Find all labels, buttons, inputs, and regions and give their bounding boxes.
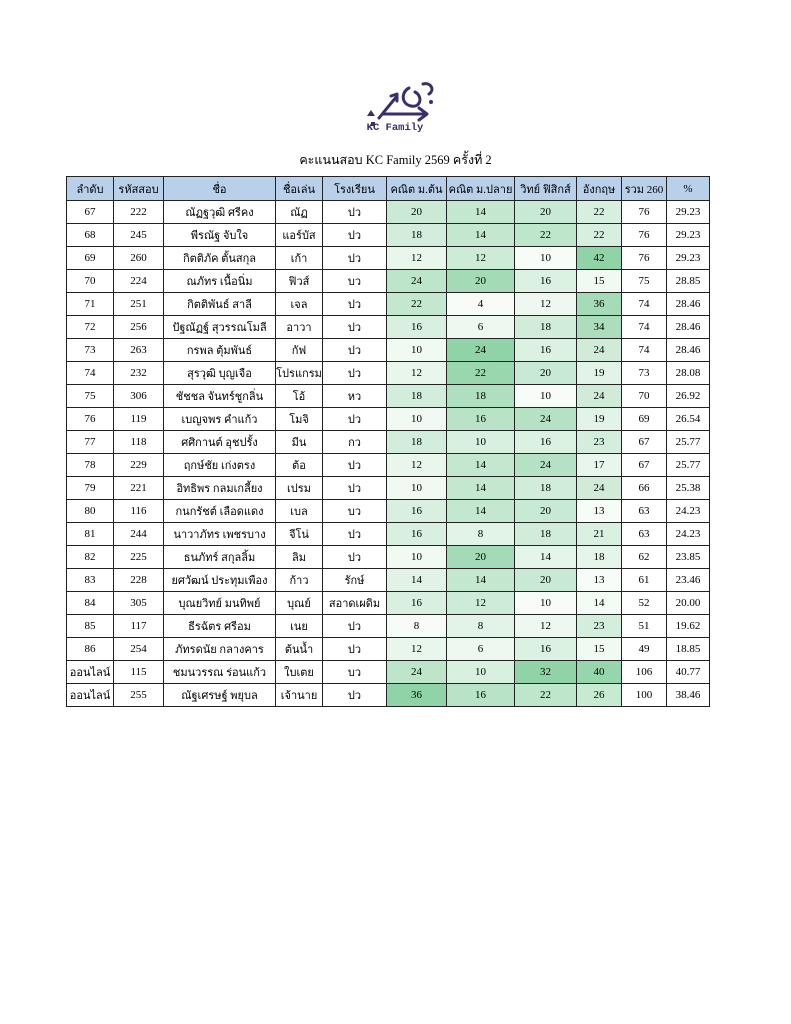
table-cell: ปว: [323, 247, 387, 270]
table-cell: กนกรัชต์ เลือดแดง: [164, 500, 276, 523]
table-cell: 117: [114, 615, 164, 638]
column-header: อังกฤษ: [577, 177, 622, 201]
table-row: [67, 431, 710, 454]
table-cell: ชมนวรรณ ร่อนแก้ว: [164, 661, 276, 684]
table-row: [67, 546, 710, 569]
column-header: วิทย์ ฟิสิกส์: [515, 177, 577, 201]
table-cell: กรพล ตุ้มพันธ์: [164, 339, 276, 362]
table-cell: ต้นน้ำ: [276, 638, 323, 661]
table-cell: ยศวัฒน์ ประทุมเพือง: [164, 569, 276, 592]
table-cell: สอาดเผดิม: [323, 592, 387, 615]
table-row: [67, 592, 710, 615]
table-row: [67, 293, 710, 316]
table-cell: 10: [387, 477, 447, 500]
table-header-row: [67, 177, 710, 201]
table-cell: 75: [622, 270, 667, 293]
table-cell: ปัฐณัฏฐ์ สุวรรณโมลี: [164, 316, 276, 339]
table-cell: 24.23: [667, 523, 710, 546]
table-cell: 18: [387, 224, 447, 247]
table-cell: 100: [622, 684, 667, 707]
table-cell: 40: [577, 661, 622, 684]
table-cell: 16: [515, 431, 577, 454]
table-cell: เก้า: [276, 247, 323, 270]
table-cell: รักษ์: [323, 569, 387, 592]
table-cell: 19: [577, 362, 622, 385]
column-header: คณิต ม.ต้น: [387, 177, 447, 201]
table-cell: 24: [515, 408, 577, 431]
table-cell: 244: [114, 523, 164, 546]
table-cell: 28.46: [667, 293, 710, 316]
table-cell: 20: [387, 201, 447, 224]
table-cell: 19.62: [667, 615, 710, 638]
table-cell: 38.46: [667, 684, 710, 707]
table-cell: 70: [622, 385, 667, 408]
table-cell: 77: [67, 431, 114, 454]
table-cell: 14: [515, 546, 577, 569]
table-cell: 16: [447, 684, 515, 707]
table-cell: 4: [447, 293, 515, 316]
table-cell: 12: [387, 638, 447, 661]
table-cell: 18: [387, 431, 447, 454]
table-cell: 18: [387, 385, 447, 408]
table-cell: 228: [114, 569, 164, 592]
table-cell: 63: [622, 523, 667, 546]
table-cell: 24: [387, 661, 447, 684]
table-cell: เบล: [276, 500, 323, 523]
table-cell: 22: [515, 224, 577, 247]
table-cell: 16: [387, 500, 447, 523]
page-title: คะแนนสอบ KC Family 2569 ครั้งที่ 2: [299, 153, 492, 167]
table-cell: 15: [577, 638, 622, 661]
table-cell: 20: [515, 362, 577, 385]
table-cell: ปว: [323, 293, 387, 316]
table-cell: 10: [447, 431, 515, 454]
table-cell: 14: [447, 477, 515, 500]
table-cell: 306: [114, 385, 164, 408]
table-cell: อิทธิพร กลมเกลี้ยง: [164, 477, 276, 500]
table-cell: ปว: [323, 615, 387, 638]
table-cell: 20.00: [667, 592, 710, 615]
table-cell: แอร์บัส: [276, 224, 323, 247]
table-cell: 16: [515, 270, 577, 293]
table-cell: 116: [114, 500, 164, 523]
table-cell: 12: [387, 362, 447, 385]
table-cell: 15: [577, 270, 622, 293]
table-cell: 81: [67, 523, 114, 546]
table-cell: 67: [622, 431, 667, 454]
column-header: ชื่อเล่น: [276, 177, 323, 201]
score-table: [66, 176, 710, 707]
table-cell: 12: [447, 247, 515, 270]
table-cell: 82: [67, 546, 114, 569]
table-cell: 26: [577, 684, 622, 707]
table-cell: 84: [67, 592, 114, 615]
table-cell: 10: [515, 247, 577, 270]
table-cell: 232: [114, 362, 164, 385]
table-cell: 19: [577, 408, 622, 431]
table-cell: 25.77: [667, 454, 710, 477]
table-cell: 52: [622, 592, 667, 615]
table-cell: 6: [447, 316, 515, 339]
table-cell: ปว: [323, 638, 387, 661]
table-cell: 24: [577, 339, 622, 362]
table-cell: 23: [577, 615, 622, 638]
table-row: [67, 638, 710, 661]
table-cell: 24: [577, 385, 622, 408]
table-cell: ณัฐเศรษฐ์ พยุบล: [164, 684, 276, 707]
table-cell: 61: [622, 569, 667, 592]
table-cell: 22: [577, 201, 622, 224]
table-cell: 26.92: [667, 385, 710, 408]
table-cell: 18.85: [667, 638, 710, 661]
table-cell: 263: [114, 339, 164, 362]
table-cell: 28.46: [667, 339, 710, 362]
column-header: รหัสสอบ: [114, 177, 164, 201]
table-cell: 23.85: [667, 546, 710, 569]
table-cell: 75: [67, 385, 114, 408]
table-cell: ฟิวส์: [276, 270, 323, 293]
table-row: [67, 477, 710, 500]
table-cell: 16: [447, 408, 515, 431]
table-cell: 10: [447, 661, 515, 684]
table-cell: ปว: [323, 362, 387, 385]
table-cell: บว: [323, 500, 387, 523]
table-cell: สุรวุฒิ บุญเจือ: [164, 362, 276, 385]
table-cell: 119: [114, 408, 164, 431]
table-cell: มีน: [276, 431, 323, 454]
table-cell: อาวา: [276, 316, 323, 339]
table-cell: 74: [67, 362, 114, 385]
table-cell: 16: [387, 592, 447, 615]
table-row: [67, 339, 710, 362]
table-cell: ปว: [323, 684, 387, 707]
table-cell: ศศิกานต์ อุชปรั้ง: [164, 431, 276, 454]
table-cell: 229: [114, 454, 164, 477]
table-cell: เบญจพร คำแก้ว: [164, 408, 276, 431]
table-cell: 22: [387, 293, 447, 316]
table-cell: 24.23: [667, 500, 710, 523]
table-row: [67, 523, 710, 546]
table-cell: 24: [577, 477, 622, 500]
table-cell: 25.77: [667, 431, 710, 454]
table-cell: 225: [114, 546, 164, 569]
table-cell: เปรม: [276, 477, 323, 500]
table-cell: 69: [622, 408, 667, 431]
table-cell: 25.38: [667, 477, 710, 500]
table-cell: 78: [67, 454, 114, 477]
table-cell: 8: [387, 615, 447, 638]
table-cell: หว: [323, 385, 387, 408]
table-cell: 255: [114, 684, 164, 707]
table-cell: 16: [515, 339, 577, 362]
table-cell: 245: [114, 224, 164, 247]
table-cell: 76: [622, 247, 667, 270]
table-row: [67, 569, 710, 592]
table-cell: 36: [577, 293, 622, 316]
table-cell: ธนภัทร์ สกุลลิ้ม: [164, 546, 276, 569]
table-cell: บุณยวิทย์ มนทิพย์: [164, 592, 276, 615]
table-cell: 18: [515, 316, 577, 339]
table-cell: 22: [515, 684, 577, 707]
table-cell: 251: [114, 293, 164, 316]
table-cell: 76: [622, 201, 667, 224]
table-cell: 21: [577, 523, 622, 546]
table-cell: 10: [387, 408, 447, 431]
table-cell: 51: [622, 615, 667, 638]
table-cell: 20: [515, 500, 577, 523]
table-cell: 36: [387, 684, 447, 707]
table-cell: 34: [577, 316, 622, 339]
table-row: [67, 615, 710, 638]
table-row: [67, 500, 710, 523]
column-header: %: [667, 177, 710, 201]
table-cell: 20: [447, 270, 515, 293]
table-cell: 23.46: [667, 569, 710, 592]
table-row: [67, 684, 710, 707]
table-cell: ออนไลน์: [67, 684, 114, 707]
table-cell: 67: [622, 454, 667, 477]
table-cell: 16: [387, 316, 447, 339]
table-cell: 12: [447, 592, 515, 615]
table-cell: 22: [447, 362, 515, 385]
table-cell: 71: [67, 293, 114, 316]
table-cell: 74: [622, 339, 667, 362]
table-cell: 13: [577, 569, 622, 592]
table-cell: 83: [67, 569, 114, 592]
table-cell: 222: [114, 201, 164, 224]
table-cell: 26.54: [667, 408, 710, 431]
table-cell: ฤกษ์ชัย เก่งตรง: [164, 454, 276, 477]
table-cell: 86: [67, 638, 114, 661]
table-cell: ณัฏฐวุฒิ ศรีคง: [164, 201, 276, 224]
table-cell: ปว: [323, 477, 387, 500]
table-row: [67, 408, 710, 431]
table-cell: กิตติพันธ์ สาลี: [164, 293, 276, 316]
table-cell: โอ้: [276, 385, 323, 408]
table-cell: ธีรฉัตร ศรีอม: [164, 615, 276, 638]
table-cell: 76: [622, 224, 667, 247]
table-cell: ณัฏ: [276, 201, 323, 224]
logo-text: KC Family: [366, 122, 424, 134]
table-row: [67, 224, 710, 247]
table-cell: กว: [323, 431, 387, 454]
table-cell: 66: [622, 477, 667, 500]
table-cell: 224: [114, 270, 164, 293]
table-cell: 62: [622, 546, 667, 569]
table-cell: ออนไลน์: [67, 661, 114, 684]
table-cell: ปว: [323, 201, 387, 224]
table-cell: 68: [67, 224, 114, 247]
table-cell: 74: [622, 293, 667, 316]
table-cell: 12: [515, 293, 577, 316]
table-row: [67, 362, 710, 385]
table-cell: 221: [114, 477, 164, 500]
table-row: [67, 247, 710, 270]
table-cell: 67: [67, 201, 114, 224]
column-header: คณิต ม.ปลาย: [447, 177, 515, 201]
table-cell: 28.08: [667, 362, 710, 385]
table-cell: เจล: [276, 293, 323, 316]
table-cell: 72: [67, 316, 114, 339]
column-header: รวม 260: [622, 177, 667, 201]
table-cell: ปว: [323, 546, 387, 569]
table-row: [67, 661, 710, 684]
table-cell: 40.77: [667, 661, 710, 684]
table-cell: 14: [447, 500, 515, 523]
table-cell: ต้อ: [276, 454, 323, 477]
table-cell: 74: [622, 316, 667, 339]
table-cell: 260: [114, 247, 164, 270]
table-cell: บุณย์: [276, 592, 323, 615]
table-cell: 63: [622, 500, 667, 523]
table-cell: 28.85: [667, 270, 710, 293]
table-cell: 42: [577, 247, 622, 270]
table-cell: 14: [447, 569, 515, 592]
column-header: ลำดับ: [67, 177, 114, 201]
table-cell: 28.46: [667, 316, 710, 339]
kc-family-logo: [339, 78, 451, 140]
table-cell: ปว: [323, 339, 387, 362]
table-cell: 73: [622, 362, 667, 385]
table-cell: 22: [577, 224, 622, 247]
table-cell: 106: [622, 661, 667, 684]
table-cell: 254: [114, 638, 164, 661]
table-cell: 24: [447, 339, 515, 362]
column-header: ชื่อ: [164, 177, 276, 201]
table-row: [67, 201, 710, 224]
table-cell: นาวาภัทร เพชรบาง: [164, 523, 276, 546]
table-cell: ภัทรดนัย กลางคาร: [164, 638, 276, 661]
table-cell: 10: [387, 546, 447, 569]
table-cell: 76: [67, 408, 114, 431]
table-cell: 16: [515, 638, 577, 661]
table-cell: ปว: [323, 224, 387, 247]
table-cell: 29.23: [667, 224, 710, 247]
table-cell: 12: [387, 454, 447, 477]
table-cell: 6: [447, 638, 515, 661]
table-cell: 118: [114, 431, 164, 454]
table-cell: 12: [515, 615, 577, 638]
table-cell: บว: [323, 661, 387, 684]
table-cell: 69: [67, 247, 114, 270]
table-cell: 29.23: [667, 247, 710, 270]
table-cell: 14: [447, 454, 515, 477]
table-cell: ณภัทร เนื้อนิ่ม: [164, 270, 276, 293]
table-cell: 14: [447, 201, 515, 224]
table-cell: 24: [387, 270, 447, 293]
table-cell: 29.23: [667, 201, 710, 224]
table-cell: โมจิ: [276, 408, 323, 431]
table-cell: 18: [515, 523, 577, 546]
table-cell: 8: [447, 523, 515, 546]
table-cell: ปว: [323, 523, 387, 546]
table-cell: ชัชชล จันทร์ชูกลิ่น: [164, 385, 276, 408]
table-cell: 14: [577, 592, 622, 615]
table-cell: 32: [515, 661, 577, 684]
table-cell: 14: [447, 224, 515, 247]
table-cell: 18: [577, 546, 622, 569]
table-cell: ปว: [323, 316, 387, 339]
column-header: โรงเรียน: [323, 177, 387, 201]
table-row: [67, 316, 710, 339]
table-cell: 16: [387, 523, 447, 546]
table-cell: 305: [114, 592, 164, 615]
table-cell: 256: [114, 316, 164, 339]
table-cell: 10: [515, 592, 577, 615]
table-cell: 79: [67, 477, 114, 500]
table-cell: ใบเตย: [276, 661, 323, 684]
table-cell: 12: [387, 247, 447, 270]
table-cell: 10: [387, 339, 447, 362]
table-cell: โปรแกรม: [276, 362, 323, 385]
table-cell: 20: [447, 546, 515, 569]
table-cell: ปว: [323, 408, 387, 431]
table-cell: 23: [577, 431, 622, 454]
table-row: [67, 270, 710, 293]
table-cell: 18: [515, 477, 577, 500]
table-cell: 80: [67, 500, 114, 523]
table-row: [67, 454, 710, 477]
table-cell: 10: [515, 385, 577, 408]
table-cell: 49: [622, 638, 667, 661]
table-cell: 85: [67, 615, 114, 638]
table-cell: 73: [67, 339, 114, 362]
table-cell: ลิม: [276, 546, 323, 569]
table-cell: จีโน่: [276, 523, 323, 546]
table-cell: กัฟ: [276, 339, 323, 362]
table-cell: 24: [515, 454, 577, 477]
table-row: [67, 385, 710, 408]
table-cell: พีรณัฐ จับใจ: [164, 224, 276, 247]
table-cell: 13: [577, 500, 622, 523]
table-cell: 14: [387, 569, 447, 592]
table-cell: 20: [515, 569, 577, 592]
table-cell: บว: [323, 270, 387, 293]
table-cell: 17: [577, 454, 622, 477]
table-cell: เนย: [276, 615, 323, 638]
table-cell: 70: [67, 270, 114, 293]
table-cell: ปว: [323, 454, 387, 477]
table-cell: 8: [447, 615, 515, 638]
table-cell: ก้าว: [276, 569, 323, 592]
table-cell: 20: [515, 201, 577, 224]
table-cell: เจ้านาย: [276, 684, 323, 707]
table-cell: 115: [114, 661, 164, 684]
table-cell: 18: [447, 385, 515, 408]
table-cell: กิตติภัค ตั้นสกุล: [164, 247, 276, 270]
